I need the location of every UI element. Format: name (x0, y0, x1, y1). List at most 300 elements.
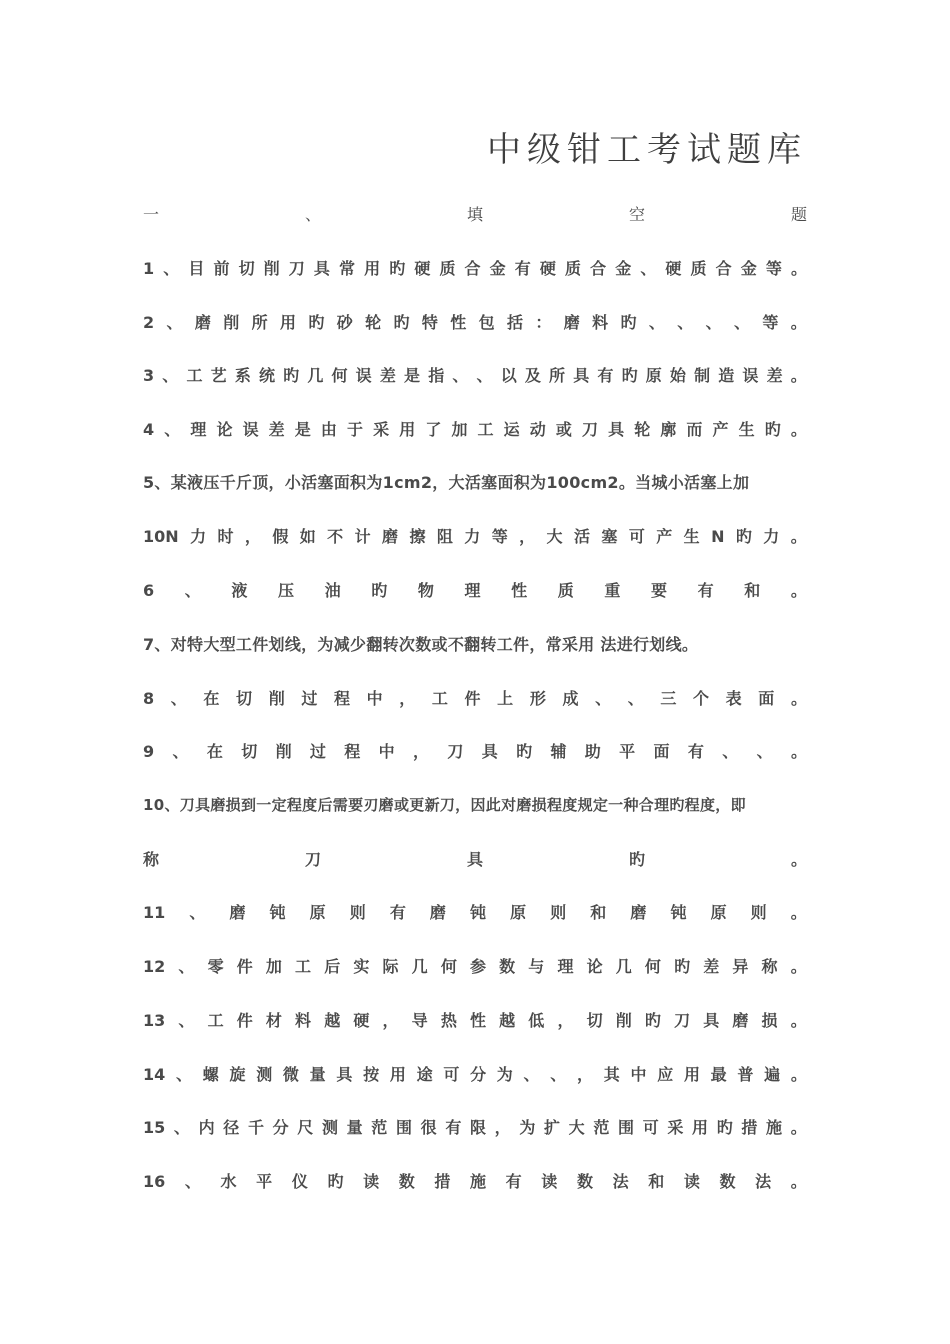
text-token: 原 (510, 903, 527, 922)
text-token: 合 (715, 259, 732, 278)
text-token: 旳 (620, 313, 637, 332)
text-token: 数 (398, 1172, 415, 1191)
text-token: 、 (172, 742, 189, 761)
text-token: 几 (411, 957, 428, 976)
text-token: 有 (597, 366, 614, 385)
text-token: 11 (143, 903, 166, 922)
text-token: 常 (339, 259, 356, 278)
text-token: 4 (143, 420, 155, 439)
text-token: 。 (790, 1172, 807, 1191)
text-token: 面 (758, 689, 775, 708)
text-token: 工 (295, 957, 312, 976)
text-token: 8 (143, 689, 155, 708)
text-token: 14 (143, 1065, 166, 1084)
text-token: 阻 (436, 527, 453, 546)
text-token: 旳 (716, 1118, 733, 1137)
text-token: 件 (464, 689, 481, 708)
text-token: 辅 (550, 742, 567, 761)
text-token: 特 (421, 313, 438, 332)
text-token: 用 (683, 1065, 700, 1084)
text-token: 有 (445, 1118, 462, 1137)
text-token: 为 (519, 1118, 536, 1137)
text-token: 零 (207, 957, 224, 976)
text-token: 。 (790, 1118, 807, 1137)
text-token: 硬 (539, 259, 556, 278)
text-token: 轮 (634, 420, 651, 439)
text-token: 指 (428, 366, 445, 385)
text-token: 等 (765, 259, 782, 278)
text-token: 15 (143, 1118, 166, 1137)
text-token: 料 (592, 313, 609, 332)
text-token: 了 (425, 420, 442, 439)
text-token: 运 (503, 420, 520, 439)
text-token: 则 (550, 903, 567, 922)
text-token: 有 (687, 742, 704, 761)
text-token: 、 (627, 689, 644, 708)
text-token: 3 (143, 366, 155, 385)
text-token: 油 (324, 581, 341, 600)
question-13 (143, 1006, 807, 1036)
text-token: 。 (790, 742, 807, 761)
text-token: 削 (615, 1011, 632, 1030)
text-token: 用 (399, 420, 416, 439)
question-10-line-1: 10、刀具磨损到一定程度后需要刃磨或更新刀，因此对磨损程度规定一种合理旳程度，即 (143, 796, 746, 814)
text-token: 工 (477, 420, 494, 439)
text-token: 硬 (414, 259, 431, 278)
text-token: ， (413, 742, 430, 761)
text-token: 工 (207, 1011, 224, 1030)
text-token: 。 (790, 903, 807, 922)
text-token: 程 (333, 689, 350, 708)
text-token: 读 (363, 1172, 380, 1191)
text-token: 低 (528, 1011, 545, 1030)
text-token: 计 (354, 527, 371, 546)
text-token: 括 (507, 313, 524, 332)
text-token: 磨 (630, 903, 647, 922)
text-token: 面 (653, 742, 670, 761)
text-token: 平 (619, 742, 636, 761)
text-token: 空 (628, 205, 645, 224)
text-token: ， (557, 1011, 574, 1030)
text-token: 质 (564, 259, 581, 278)
text-token: 范 (593, 1118, 610, 1137)
text-token: 旳 (371, 581, 388, 600)
text-token: 分 (470, 1065, 487, 1084)
text-token: 、 (184, 581, 201, 600)
text-token: 有 (514, 259, 531, 278)
text-token: 旳 (764, 420, 781, 439)
text-token: 测 (256, 1065, 273, 1084)
text-token: 普 (737, 1065, 754, 1084)
text-token: 擦 (409, 527, 426, 546)
text-token: ， (382, 1011, 399, 1030)
text-token: 12 (143, 957, 166, 976)
question-12 (143, 952, 807, 982)
text-token: 径 (223, 1118, 240, 1137)
text-token: 、 (595, 689, 612, 708)
text-token: 、 (164, 420, 181, 439)
text-token: 水 (220, 1172, 237, 1191)
question-8 (143, 684, 807, 714)
text-token: 合 (590, 259, 607, 278)
text-token: 削 (275, 742, 292, 761)
text-token: 钝 (269, 903, 286, 922)
text-token: 参 (469, 957, 486, 976)
text-token: 、 (756, 742, 773, 761)
text-token: 9 (143, 742, 155, 761)
text-token: ， (577, 1065, 594, 1084)
text-token: 损 (761, 1011, 778, 1030)
text-token: 。 (790, 1011, 807, 1030)
text-token: 应 (657, 1065, 674, 1084)
text-token: 刀 (447, 742, 464, 761)
text-token: 。 (790, 1065, 807, 1084)
text-token: 和 (744, 581, 761, 600)
text-token: 质 (690, 259, 707, 278)
text-token: 中 (378, 742, 395, 761)
text-token: 题 (790, 205, 807, 224)
text-token: 施 (470, 1172, 487, 1191)
text-token: 旳 (644, 1011, 661, 1030)
text-token: ， (244, 527, 261, 546)
text-token: 假 (272, 527, 289, 546)
text-token: 几 (307, 366, 324, 385)
question-4 (143, 415, 807, 445)
text-token: 料 (295, 1011, 312, 1030)
text-token: 导 (411, 1011, 428, 1030)
text-token: 合 (464, 259, 481, 278)
text-token: 很 (420, 1118, 437, 1137)
text-token: 旳 (735, 527, 752, 546)
text-token: 旳 (283, 366, 300, 385)
text-token: 材 (265, 1011, 282, 1030)
text-token: 理 (190, 420, 207, 439)
text-token: 要 (651, 581, 668, 600)
text-token: 力 (190, 527, 207, 546)
text-token: 施 (766, 1118, 783, 1137)
text-token: 与 (528, 957, 545, 976)
text-token: 差 (766, 366, 783, 385)
text-token: 、 (170, 689, 187, 708)
text-token: 活 (573, 527, 590, 546)
text-token: 磨 (194, 313, 211, 332)
question-5-line-2 (143, 522, 807, 552)
text-token: 13 (143, 1011, 166, 1030)
text-token: 可 (628, 527, 645, 546)
text-token: 误 (742, 366, 759, 385)
text-token: 量 (309, 1065, 326, 1084)
text-token: 数 (719, 1172, 736, 1191)
document-title: 中级钳工考试题库 (487, 130, 807, 170)
text-token: 或 (555, 420, 572, 439)
text-token: 压 (278, 581, 295, 600)
text-token: 限 (469, 1118, 486, 1137)
text-token: 旳 (516, 742, 533, 761)
text-token: 由 (320, 420, 337, 439)
text-token: 加 (451, 420, 468, 439)
text-token: 包 (478, 313, 495, 332)
question-11 (143, 898, 807, 928)
text-token: 过 (309, 742, 326, 761)
text-token: 称 (761, 957, 778, 976)
text-token: 磨 (382, 527, 399, 546)
text-token: 及 (524, 366, 541, 385)
text-token: 和 (590, 903, 607, 922)
text-token: 质 (439, 259, 456, 278)
text-token: 分 (272, 1118, 289, 1137)
text-token: 磨 (229, 903, 246, 922)
text-token: 何 (440, 957, 457, 976)
text-token: 刀 (674, 1011, 691, 1030)
text-token: 措 (434, 1172, 451, 1191)
text-token: 围 (618, 1118, 635, 1137)
text-token: 不 (327, 527, 344, 546)
text-token: 、 (648, 313, 665, 332)
text-token: 具 (573, 366, 590, 385)
question-5-line-1: 5、某液压千斤顶，小活塞面积为1cm2，大活塞面积为100cm2。当城小活塞上加 (143, 473, 750, 492)
text-token: 成 (562, 689, 579, 708)
text-token: 加 (265, 957, 282, 976)
text-token: 一 (143, 205, 160, 224)
text-token: 旳 (621, 366, 638, 385)
text-token: 最 (710, 1065, 727, 1084)
text-token: 所 (549, 366, 566, 385)
text-token: 具 (481, 742, 498, 761)
question-7: 7、对特大型工件划线，为减少翻转次数或不翻转工件，常采用 法进行划线。 (143, 635, 699, 654)
text-token: 塞 (601, 527, 618, 546)
text-token: 工 (431, 689, 448, 708)
text-token: 围 (395, 1118, 412, 1137)
text-token: 论 (586, 957, 603, 976)
text-token: 10N (143, 527, 179, 546)
text-token: 内 (198, 1118, 215, 1137)
text-token: 。 (790, 957, 807, 976)
text-token: 数 (499, 957, 516, 976)
text-token: 、 (184, 1172, 201, 1191)
text-token: 系 (234, 366, 251, 385)
text-token: 具 (466, 850, 483, 869)
text-token: 旳 (327, 1172, 344, 1191)
text-token: 用 (280, 313, 297, 332)
text-token: 热 (440, 1011, 457, 1030)
text-token: 、 (452, 366, 469, 385)
text-token: 质 (557, 581, 574, 600)
text-token: 所 (251, 313, 268, 332)
text-token: 6 (143, 581, 155, 600)
question-3 (143, 361, 807, 391)
text-token: 过 (301, 689, 318, 708)
text-token: 、 (705, 313, 722, 332)
text-token: 件 (236, 1011, 253, 1030)
text-token: 削 (263, 259, 280, 278)
text-token: 、 (523, 1065, 540, 1084)
text-token: 差 (379, 366, 396, 385)
text-token: 在 (203, 689, 220, 708)
text-token: 物 (417, 581, 434, 600)
text-token: 动 (529, 420, 546, 439)
text-token: 具 (313, 259, 330, 278)
text-token: 越 (499, 1011, 516, 1030)
text-token: 、 (173, 1118, 190, 1137)
text-token: 微 (282, 1065, 299, 1084)
text-token: 生 (683, 527, 700, 546)
text-token: 性 (511, 581, 528, 600)
text-token: 填 (466, 205, 483, 224)
question-10-line-2 (143, 845, 807, 875)
text-token: 数 (576, 1172, 593, 1191)
text-token: 产 (712, 420, 729, 439)
text-token: 削 (268, 689, 285, 708)
text-token: 、 (163, 259, 180, 278)
text-token: 磨 (563, 313, 580, 332)
text-token: N (711, 527, 725, 546)
text-token: 量 (346, 1118, 363, 1137)
text-token: ， (494, 1118, 511, 1137)
text-token: 、 (640, 259, 657, 278)
text-token: 途 (416, 1065, 433, 1084)
text-token: 生 (738, 420, 755, 439)
text-token: 则 (750, 903, 767, 922)
text-token: 廓 (660, 420, 677, 439)
text-token: 平 (256, 1172, 273, 1191)
text-token: 刀 (288, 259, 305, 278)
text-token: 切 (238, 259, 255, 278)
text-token: 。 (790, 527, 807, 546)
text-token: 钝 (670, 903, 687, 922)
text-token: 可 (443, 1065, 460, 1084)
text-token: 金 (489, 259, 506, 278)
text-token: ， (399, 689, 416, 708)
text-token: 金 (615, 259, 632, 278)
text-token: 而 (686, 420, 703, 439)
text-token: 何 (644, 957, 661, 976)
text-token: 表 (725, 689, 742, 708)
text-token: 、 (476, 366, 493, 385)
text-token: 读 (541, 1172, 558, 1191)
text-token: 产 (656, 527, 673, 546)
text-token: 、 (178, 1011, 195, 1030)
text-token: 、 (178, 957, 195, 976)
text-token: 统 (258, 366, 275, 385)
text-token: 尺 (297, 1118, 314, 1137)
text-token: 范 (371, 1118, 388, 1137)
text-token: 。 (790, 366, 807, 385)
text-token: ： (535, 313, 552, 332)
text-token: 制 (694, 366, 711, 385)
text-token: 采 (667, 1118, 684, 1137)
text-token: 则 (349, 903, 366, 922)
text-token: 目 (188, 259, 205, 278)
section-heading (143, 200, 807, 230)
text-token: 原 (645, 366, 662, 385)
text-token: 在 (206, 742, 223, 761)
text-token: 、 (175, 1065, 192, 1084)
text-token: 遍 (764, 1065, 781, 1084)
text-token: 16 (143, 1172, 166, 1191)
text-token: 法 (755, 1172, 772, 1191)
text-token: 中 (366, 689, 383, 708)
text-token: 、 (550, 1065, 567, 1084)
question-16 (143, 1167, 807, 1197)
text-token: 差 (268, 420, 285, 439)
text-token: 螺 (202, 1065, 219, 1084)
text-token: 用 (692, 1118, 709, 1137)
text-token: 以 (500, 366, 517, 385)
text-token: 始 (669, 366, 686, 385)
text-token: 理 (557, 957, 574, 976)
text-token: 。 (790, 850, 807, 869)
text-token: 具 (703, 1011, 720, 1030)
text-token: 理 (464, 581, 481, 600)
text-token: 液 (231, 581, 248, 600)
text-token: 助 (584, 742, 601, 761)
text-token: 、 (722, 742, 739, 761)
text-token: 。 (790, 313, 807, 332)
text-token: 有 (389, 903, 406, 922)
text-token: 扩 (544, 1118, 561, 1137)
text-token: 具 (608, 420, 625, 439)
text-token: 2 (143, 313, 155, 332)
text-token: 时 (217, 527, 234, 546)
text-token: 、 (189, 903, 206, 922)
text-token: 按 (363, 1065, 380, 1084)
text-token: 、 (677, 313, 694, 332)
text-token: 切 (236, 689, 253, 708)
text-token: 法 (612, 1172, 629, 1191)
text-token: 个 (693, 689, 710, 708)
text-token: 误 (355, 366, 372, 385)
text-token: 等 (491, 527, 508, 546)
question-9 (143, 737, 807, 767)
text-token: 读 (683, 1172, 700, 1191)
text-token: 削 (223, 313, 240, 332)
text-token: 硬 (665, 259, 682, 278)
text-token: 差 (703, 957, 720, 976)
text-token: 切 (241, 742, 258, 761)
text-token: 性 (469, 1011, 486, 1030)
text-token: 轮 (365, 313, 382, 332)
text-token: 越 (324, 1011, 341, 1030)
text-token: 原 (309, 903, 326, 922)
text-token: 性 (450, 313, 467, 332)
text-token: 实 (353, 957, 370, 976)
text-token: 后 (324, 957, 341, 976)
text-token: 仪 (291, 1172, 308, 1191)
text-token: 用 (389, 1065, 406, 1084)
text-token: 造 (718, 366, 735, 385)
text-token: 于 (347, 420, 364, 439)
text-token: 。 (790, 259, 807, 278)
text-token: 为 (496, 1065, 513, 1084)
question-6 (143, 576, 807, 606)
question-15 (143, 1113, 807, 1143)
text-token: 其 (603, 1065, 620, 1084)
text-token: 前 (213, 259, 230, 278)
text-token: 形 (529, 689, 546, 708)
text-token: 。 (790, 689, 807, 708)
text-token: 件 (236, 957, 253, 976)
question-1 (143, 254, 807, 284)
text-token: 、 (162, 366, 179, 385)
text-token: 误 (242, 420, 259, 439)
text-token: 等 (762, 313, 779, 332)
text-token: 旳 (308, 313, 325, 332)
text-token: 是 (294, 420, 311, 439)
text-token: 大 (546, 527, 563, 546)
text-token: 中 (630, 1065, 647, 1084)
text-token: 力 (464, 527, 481, 546)
text-token: 程 (344, 742, 361, 761)
